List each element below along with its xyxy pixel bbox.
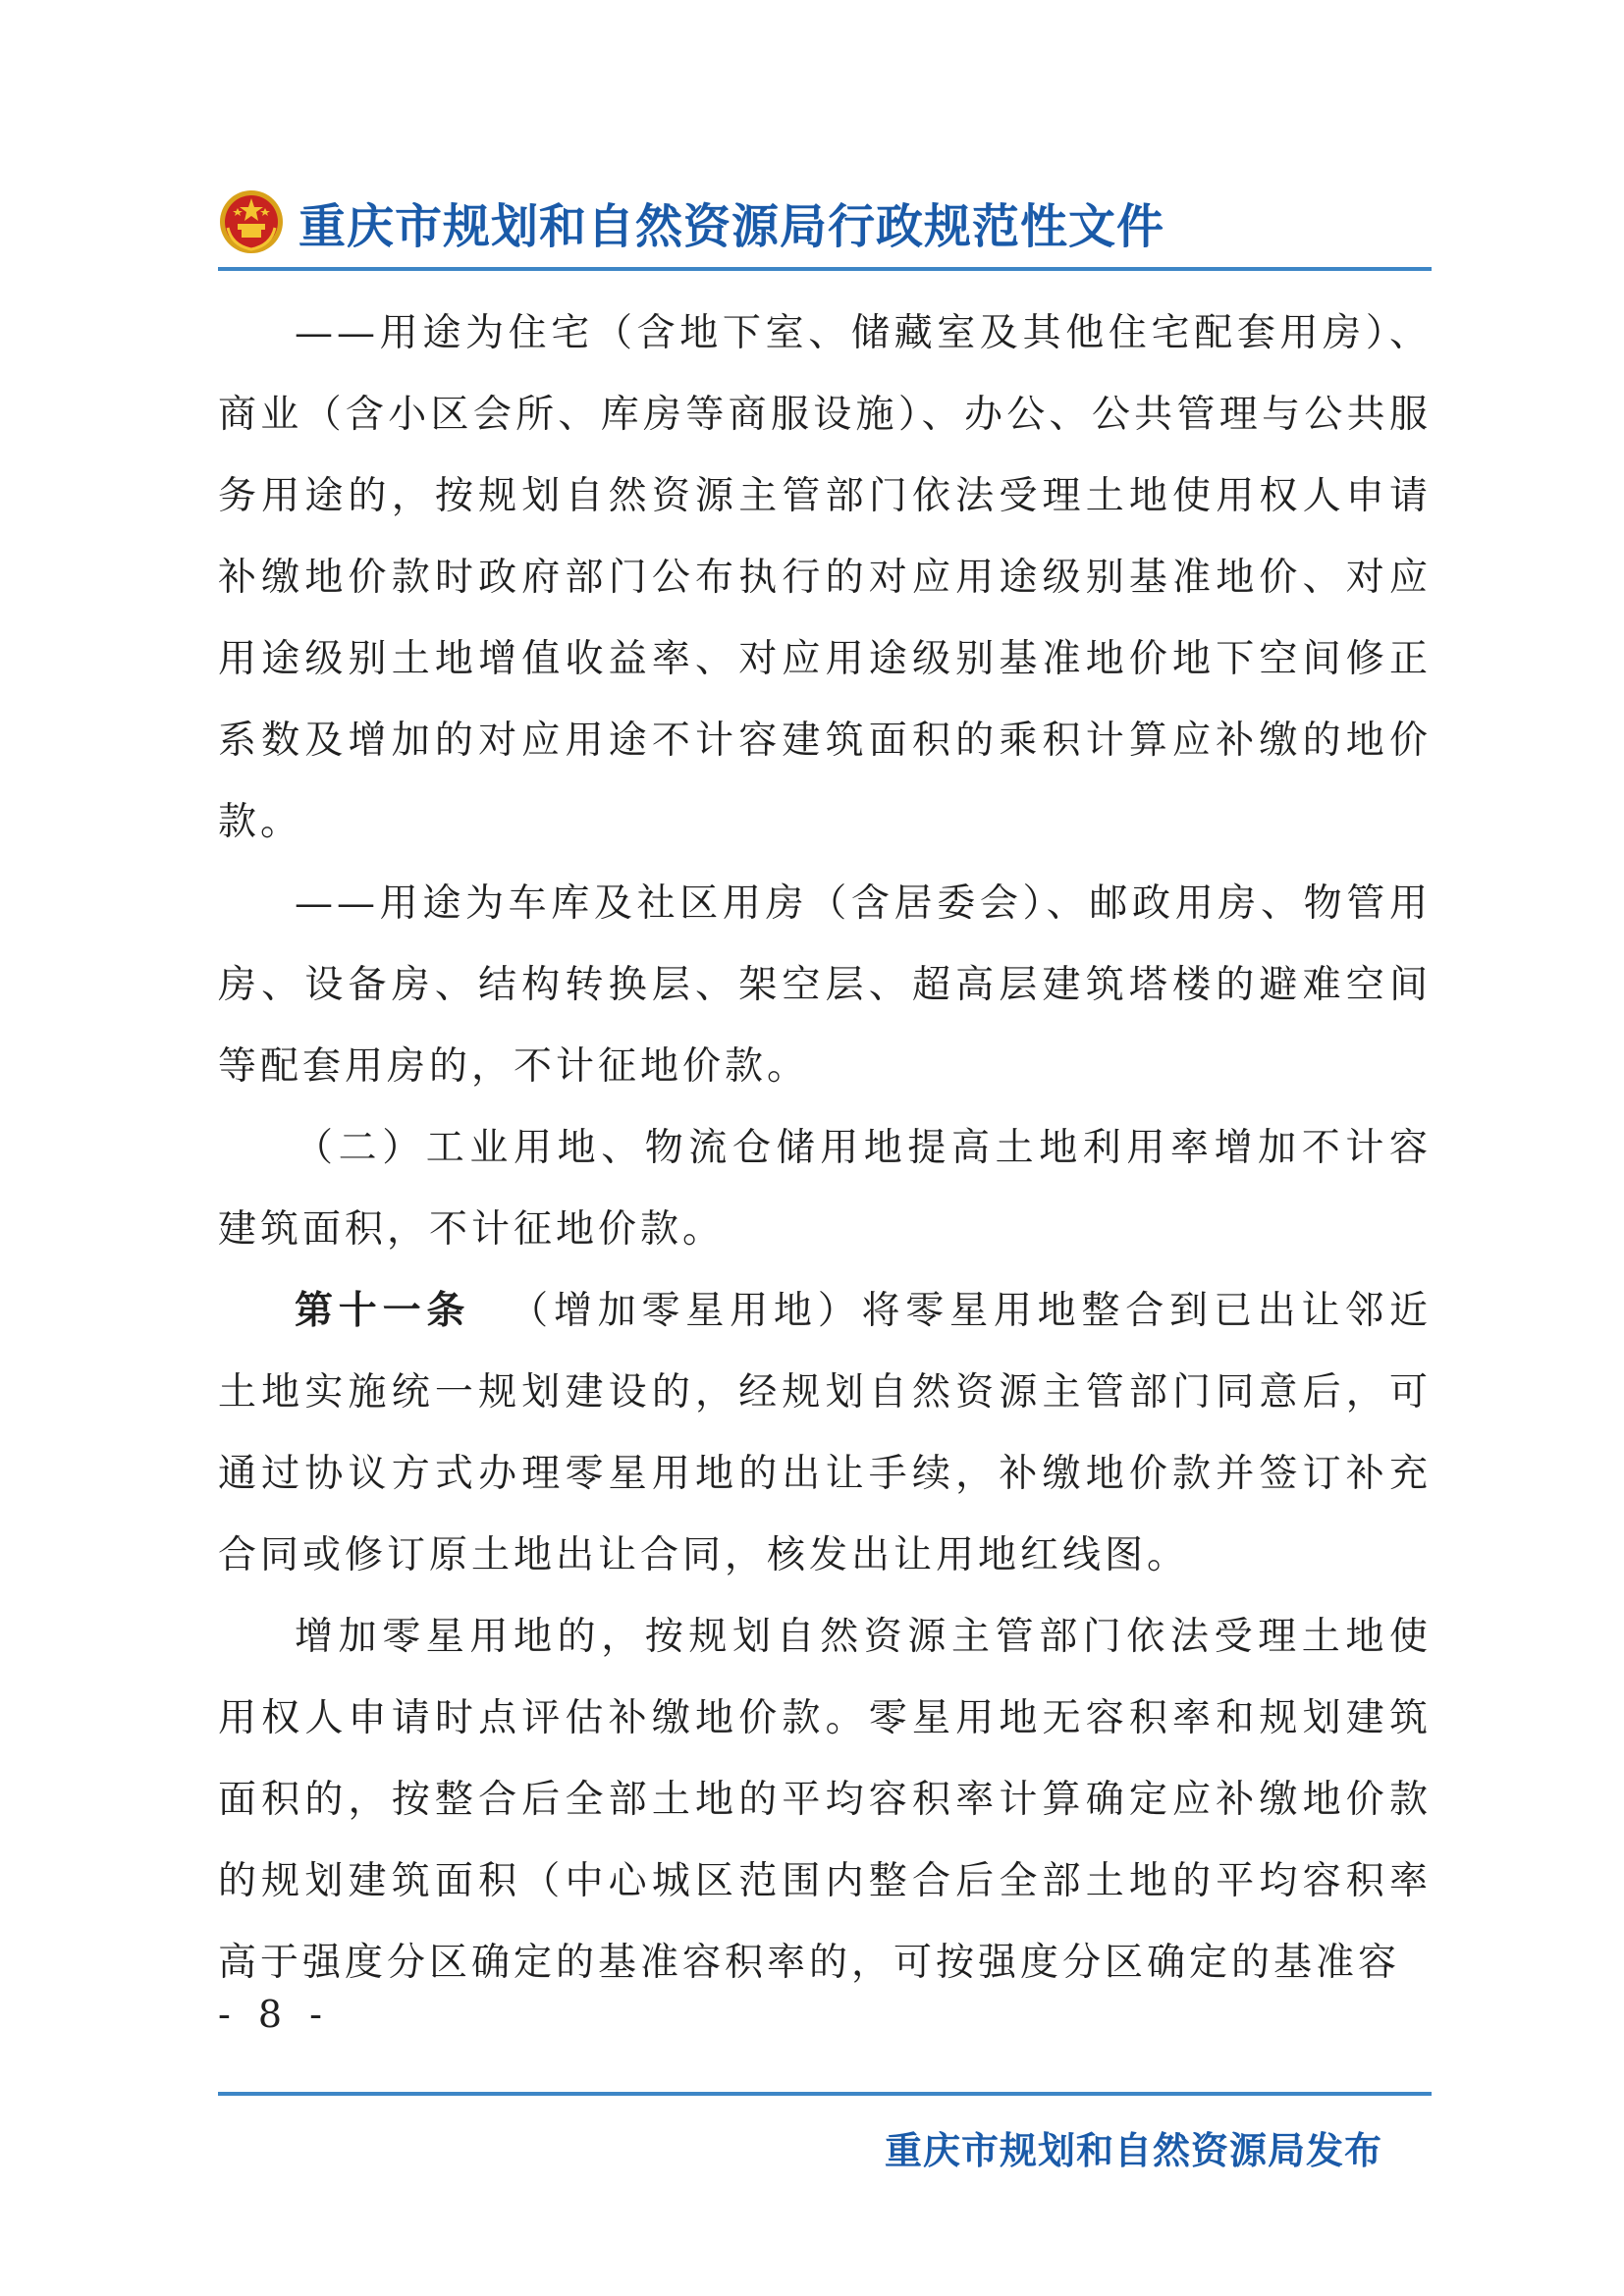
article-number: 第十一条 [295,1289,471,1333]
paragraph-text: ——用途为住宅（含地下室、储藏室及其他住宅配套用房）、商业（含小区会所、库房等商服设施）、办公、公共管理与公共服务用途的，按规划自然资源主管部门依法受理土地使用权人申请补缴地价款时政府部门公布执行的对应用途级别基准地价、对应用途级别土地增值收益率、对应用途级别基准地价地下空间修正系数及增加的对应用途不计容建筑面积的乘积计算应补缴的地价款。 [218,311,1432,844]
header-divider [218,267,1432,271]
paragraph [218,293,1432,863]
paragraph-text: （增加零星用地）将零星用地整合到已出让邻近土地实施统一规划建设的，经规划自然资源主管部门同意后，可通过协议方式办理零星用地的出让手续，补缴地价款并签订补充合同或修订原土地出让合同，核发出让用地红线图。 [218,1289,1432,1577]
paragraph-text: （二）工业用地、物流仓储用地提高土地利用率增加不计容建筑面积，不计征地价款。 [218,1126,1432,1252]
paragraph-text: ——用途为车库及社区用房（含居委会）、邮政用房、物管用房、设备房、结构转换层、架空层、超高层建筑塔楼的避难空间等配套用房的，不计征地价款。 [218,881,1432,1089]
page-number: - 8 - [218,1993,331,2036]
paragraph [218,863,1432,1107]
national-emblem-icon [218,188,285,255]
article-paragraph [218,1270,1432,1596]
document-body [218,293,1432,2003]
paragraph-text: 增加零星用地的，按规划自然资源主管部门依法受理土地使用权人申请时点评估补缴地价款。零星用地无容积率和规划建筑面积的，按整合后全部土地的平均容积率计算确定应补缴地价款的规划建筑面积（中心城区范围内整合后全部土地的平均容积率高于强度分区确定的基准容积率的，可按强度分区确定的基准容 [218,1615,1432,1985]
header-title: 重庆市规划和自然资源局行政规范性文件 [298,198,1165,254]
paragraph [218,1107,1432,1270]
paragraph [218,1596,1432,2003]
footer-publisher: 重庆市规划和自然资源局发布 [884,2129,1382,2172]
document-header [218,183,1164,261]
footer-divider [218,2092,1432,2096]
